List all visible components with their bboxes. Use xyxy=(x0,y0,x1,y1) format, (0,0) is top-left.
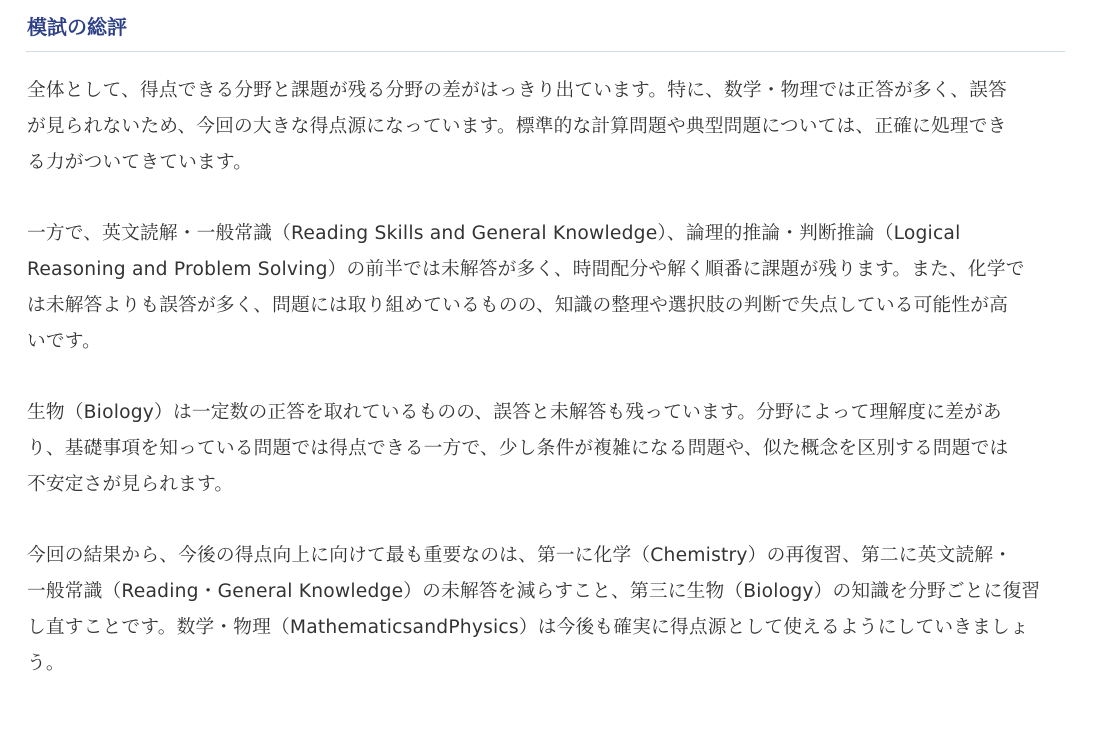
paragraph-line: り、基礎事項を知っている問題では得点できる一方で、少し条件が複雑になる問題や、似た概念を区別する問題では xyxy=(27,438,1009,459)
paragraph-line: は未解答よりも誤答が多く、問題には取り組めているものの、知識の整理や選択肢の判断で失点している可能性が高 xyxy=(27,295,1009,316)
review-paragraph-overall xyxy=(27,73,1067,181)
paragraph-line: う。 xyxy=(27,653,65,674)
review-paragraph-biology xyxy=(27,395,1067,503)
review-paragraph-next-steps xyxy=(27,538,1067,682)
paragraph-line: る力がついてきています。 xyxy=(27,152,253,173)
paragraph-line: 一般常識（Reading・General Knowledge）の未解答を減らすこと、第三に生物（Biology）の知識を分野ごとに復習 xyxy=(27,581,1041,602)
paragraph-line: いです。 xyxy=(27,331,102,352)
paragraph-line: 一方で、英文読解・一般常識（Reading Skills and General Knowledge）、論理的推論・判断推論（Logical xyxy=(27,223,961,244)
title-divider xyxy=(26,51,1065,52)
paragraph-line: 今回の結果から、今後の得点向上に向けて最も重要なのは、第一に化学（Chemistry）の再復習、第二に英文読解・ xyxy=(27,545,1013,566)
paragraph-line: Reasoning and Problem Solving）の前半では未解答が多く、時間配分や解く順番に課題が残ります。また、化学で xyxy=(27,259,1025,280)
paragraph-line: し直すことです。数学・物理（MathematicsandPhysics）は今後も確実に得点源として使えるようにしていきましょ xyxy=(27,617,1029,638)
paragraph-line: 全体として、得点できる分野と課題が残る分野の差がはっきり出ています。特に、数学・物理では正答が多く、誤答 xyxy=(27,80,1007,101)
page-title: 模試の総評 xyxy=(27,15,127,39)
paragraph-line: 生物（Biology）は一定数の正答を取れているものの、誤答と未解答も残っています。分野によって理解度に差があ xyxy=(27,402,1002,423)
paragraph-line: が見られないため、今回の大きな得点源になっています。標準的な計算問題や典型問題については、正確に処理でき xyxy=(27,116,1007,137)
paragraph-line: 不安定さが見られます。 xyxy=(27,474,234,495)
review-paragraph-weaknesses xyxy=(27,216,1067,360)
